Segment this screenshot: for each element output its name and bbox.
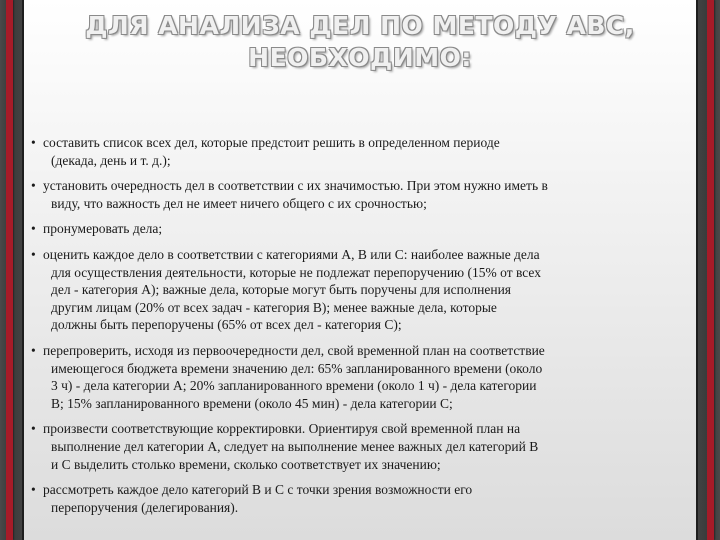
list-item-line: другим лицам (20% от всех задач - категория В); менее важные дела, которые — [51, 299, 497, 315]
list-item-line: (декада, день и т. д.); — [51, 152, 171, 168]
list-item-line: оценить каждое дело в соответствии с категориями А, В или С: наиболее важные дела — [43, 246, 540, 262]
list-item-line: виду, что важность дел не имеет ничего общего с их срочностью; — [51, 195, 427, 211]
bullet-icon: • — [31, 246, 36, 262]
list-item-line: дел - категория А); важные дела, которые могут быть поручены для исполнения — [51, 282, 512, 298]
list-item-line: рассмотреть каждое дело категорий В и С с точки зрения возможности его — [43, 482, 473, 498]
bullet-icon: • — [31, 178, 36, 194]
list-item — [31, 134, 691, 169]
list-item-line: составить список всех дел, которые предстоит решить в определенном периоде — [43, 135, 500, 150]
bullet-icon: • — [31, 135, 36, 150]
list-item — [31, 246, 691, 334]
list-item-line: перепроверить, исходя из первоочередности дел, свой временной план на соответствие — [43, 342, 545, 358]
right-red-stripe — [707, 0, 714, 540]
list-item — [31, 420, 691, 473]
list-item-line: и С выделить столько времени, сколько соответствует их значению; — [51, 456, 441, 472]
bullet-icon: • — [31, 482, 36, 498]
list-item — [31, 342, 691, 412]
list-item-line: перепоручения (делегирования). — [51, 499, 239, 515]
title-line-1: ДЛЯ АНАЛИЗА ДЕЛ ПО МЕТОДУ АВС, — [85, 11, 635, 40]
list-item-line: установить очередность дел в соответствии с их значимостью. При этом нужно иметь в — [43, 178, 548, 194]
list-item-line: должны быть перепоручены (65% от всех дел - категория С); — [51, 317, 402, 333]
bullet-list — [31, 134, 691, 524]
title-line-2: НЕОБХОДИМО: — [248, 43, 472, 72]
list-item-line: для осуществления деятельности, которые не подлежат перепоручению (15% от всех — [51, 264, 541, 280]
list-item — [31, 177, 691, 212]
list-item-line: 3 ч) - дела категории А; 20% запланированного времени (около 1 ч) - дела категории — [51, 378, 537, 394]
left-red-stripe — [6, 0, 13, 540]
list-item-line: пронумеровать дела; — [43, 221, 163, 237]
bullet-icon: • — [31, 221, 36, 237]
list-item — [31, 481, 691, 516]
list-item-line: имеющегося бюджета времени значению дел: 65% запланированного времени (около — [51, 360, 543, 376]
list-item-line: выполнение дел категории А, следует на выполнение менее важных дел категорий В — [51, 438, 539, 454]
list-item-line: произвести соответствующие корректировки. Ориентируя свой временной план на — [43, 421, 521, 437]
list-item — [31, 220, 691, 238]
bullet-icon: • — [31, 421, 36, 437]
bullet-icon: • — [31, 342, 36, 358]
slide-title — [40, 10, 680, 74]
list-item-line: В; 15% запланированного времени (около 45 мин) - дела категории С; — [51, 395, 453, 411]
